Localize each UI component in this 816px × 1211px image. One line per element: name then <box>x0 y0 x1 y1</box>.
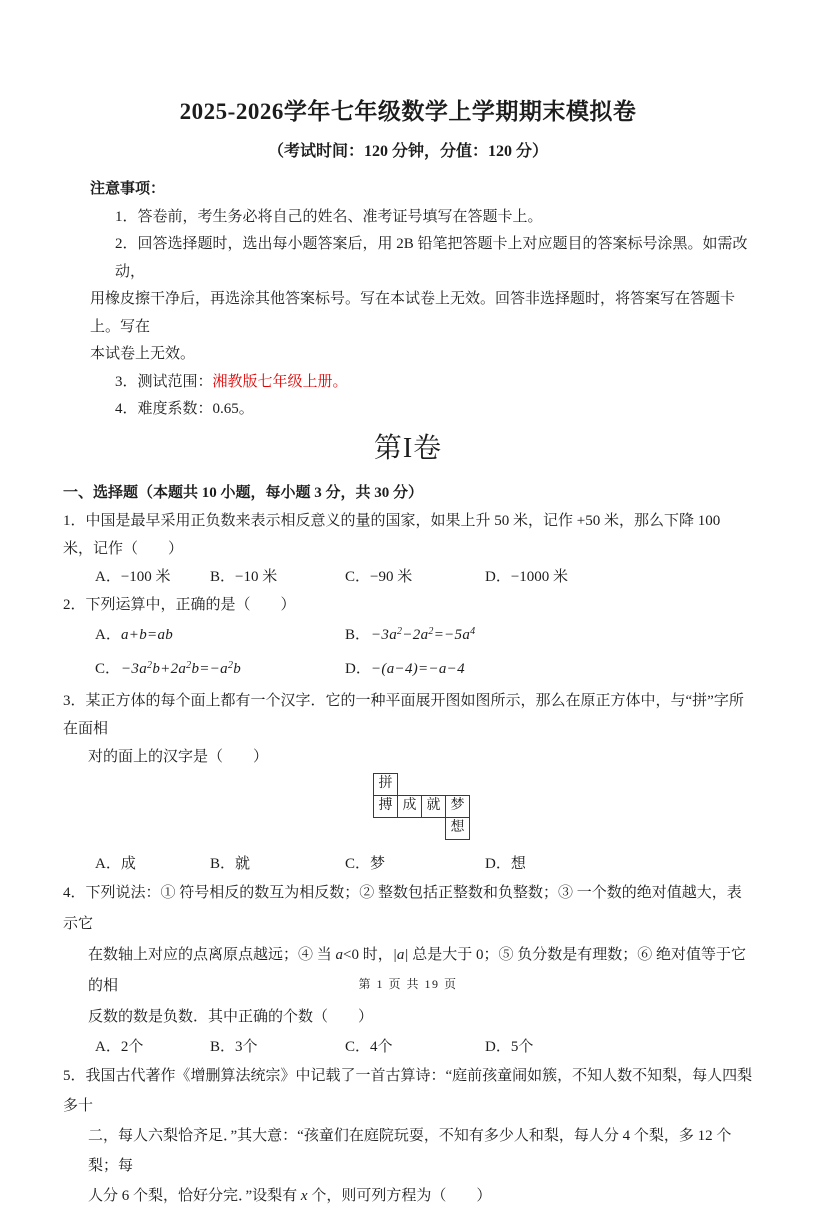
option-label: C． <box>95 660 121 677</box>
option-label: D． <box>345 660 371 677</box>
net-cell: 就 <box>421 795 446 818</box>
option-formula: $-3a^2b+2a^2b=-a^2b$ <box>121 659 242 677</box>
option-item <box>345 619 753 653</box>
part-1-heading: 第I卷 <box>373 432 443 464</box>
question-5-stem-line-3: 人分 6 个梨，恰好分完．”设梨有 x 个，则可列方程为（ ） <box>88 1187 492 1204</box>
option-item: B．−10 米 <box>210 568 278 585</box>
question-5-stem-line-2: 二，每人六梨恰齐足．”其大意：“孩童们在庭院玩耍，不知有多少人和梨，每人分 4 个梨，多 12 个梨；每 <box>88 1127 732 1174</box>
option-item: C．4个 <box>345 1038 393 1055</box>
option-item: C．−90 米 <box>345 568 413 585</box>
net-cell: 想 <box>445 817 470 840</box>
option-item: D．5个 <box>485 1038 534 1055</box>
notes-label: 注意事项： <box>90 181 166 197</box>
note-item-3: 3．测试范围：湘教版七年级上册。 <box>115 373 348 390</box>
page-number: 第 1 页 共 19 页 <box>358 977 458 991</box>
net-cell: 搏 <box>373 795 398 818</box>
option-formula: a+b=ab <box>121 626 174 643</box>
option-formula: $-3a^2-2a^2=-5a^4$ <box>371 625 476 643</box>
net-cell: 拼 <box>373 773 398 796</box>
exam-subtitle: （考试时间：120 分钟，分值：120 分） <box>267 143 548 160</box>
question-3-stem-line-1: 3．某正方体的每个面上都有一个汉字．它的一种平面展开图如图所示，那么在原正方体中，与“拼”字所在面相 <box>63 692 744 737</box>
net-cell: 梦 <box>445 795 470 818</box>
question-3-options <box>63 850 753 878</box>
notes-section <box>90 176 753 424</box>
note-item-2-line-2: 用橡皮擦干净后，再选涂其他答案标号。写在本试卷上无效。回答非选择题时，将答案写在答题卡上。写在 <box>90 291 736 335</box>
option-item: C．梦 <box>345 855 386 872</box>
option-item: A．−100 米 <box>95 568 171 585</box>
question-4-stem-line-1: 4．下列说法：① 符号相反的数互为相反数；② 整数包括正整数和负整数；③ 一个数的绝对值越大，表示它 <box>63 884 742 932</box>
question-4-stem-line-3: 反数的数是负数．其中正确的个数（ ） <box>88 1008 374 1025</box>
section-1-heading: 一、选择题（本题共 10 小题，每小题 3 分，共 30 分） <box>63 484 424 501</box>
question-5 <box>63 1061 753 1211</box>
question-4-stem-line-2: 在数轴上对应的点离原点越远；④ 当 a<0 时，|a| 总是大于 0；⑤ 负分数是有理数；⑥ 绝对值等于它的相 <box>88 946 746 994</box>
question-2-stem: 2．下列运算中，正确的是（ ） <box>63 596 296 613</box>
question-1-options <box>63 563 753 591</box>
option-item: D．−1000 米 <box>485 568 569 585</box>
option-item: A．2个 <box>95 1038 144 1055</box>
option-item <box>95 653 345 687</box>
note-item-4: 4．难度系数：0.65。 <box>115 401 254 417</box>
question-2-options <box>63 619 753 687</box>
note-item-2-line-3: 本试卷上无效。 <box>90 346 196 362</box>
page-title: 2025-2026学年七年级数学上学期期末模拟卷 <box>179 99 637 124</box>
note-item-2-line-1: 2．回答选择题时，选出每小题答案后，用 2B 铅笔把答题卡上对应题目的答案标号涂黑。如需改动， <box>115 236 748 280</box>
option-item <box>95 619 345 653</box>
option-item: A．成 <box>95 855 136 872</box>
note-item-1: 1．答卷前，考生务必将自己的姓名、准考证号填写在答题卡上。 <box>115 208 543 225</box>
question-3 <box>63 687 753 878</box>
option-label: A． <box>95 626 121 643</box>
option-label: B． <box>345 626 371 643</box>
option-formula: −(a−4)=−a−4 <box>371 660 465 677</box>
option-item: B．3个 <box>210 1038 258 1055</box>
option-item: D．想 <box>485 855 526 872</box>
question-1-stem: 1．中国是最早采用正负数来表示相反意义的量的国家，如果上升 50 米，记作 +50 米，那么下降 100 米，记作（ ） <box>63 512 721 557</box>
option-item <box>345 653 753 687</box>
question-3-stem-line-2: 对的面上的汉字是（ ） <box>88 748 269 765</box>
question-4 <box>63 878 753 1061</box>
net-cell: 成 <box>397 795 422 818</box>
question-4-options <box>63 1033 753 1061</box>
cube-net-figure <box>373 773 753 848</box>
question-2 <box>63 591 753 687</box>
question-1 <box>63 507 753 591</box>
question-5-stem-line-1: 5．我国古代著作《增删算法统宗》中记载了一首古算诗：“庭前孩童闹如簇，不知人数不知梨，每人四梨多十 <box>63 1067 753 1114</box>
option-item: B．就 <box>210 855 251 872</box>
